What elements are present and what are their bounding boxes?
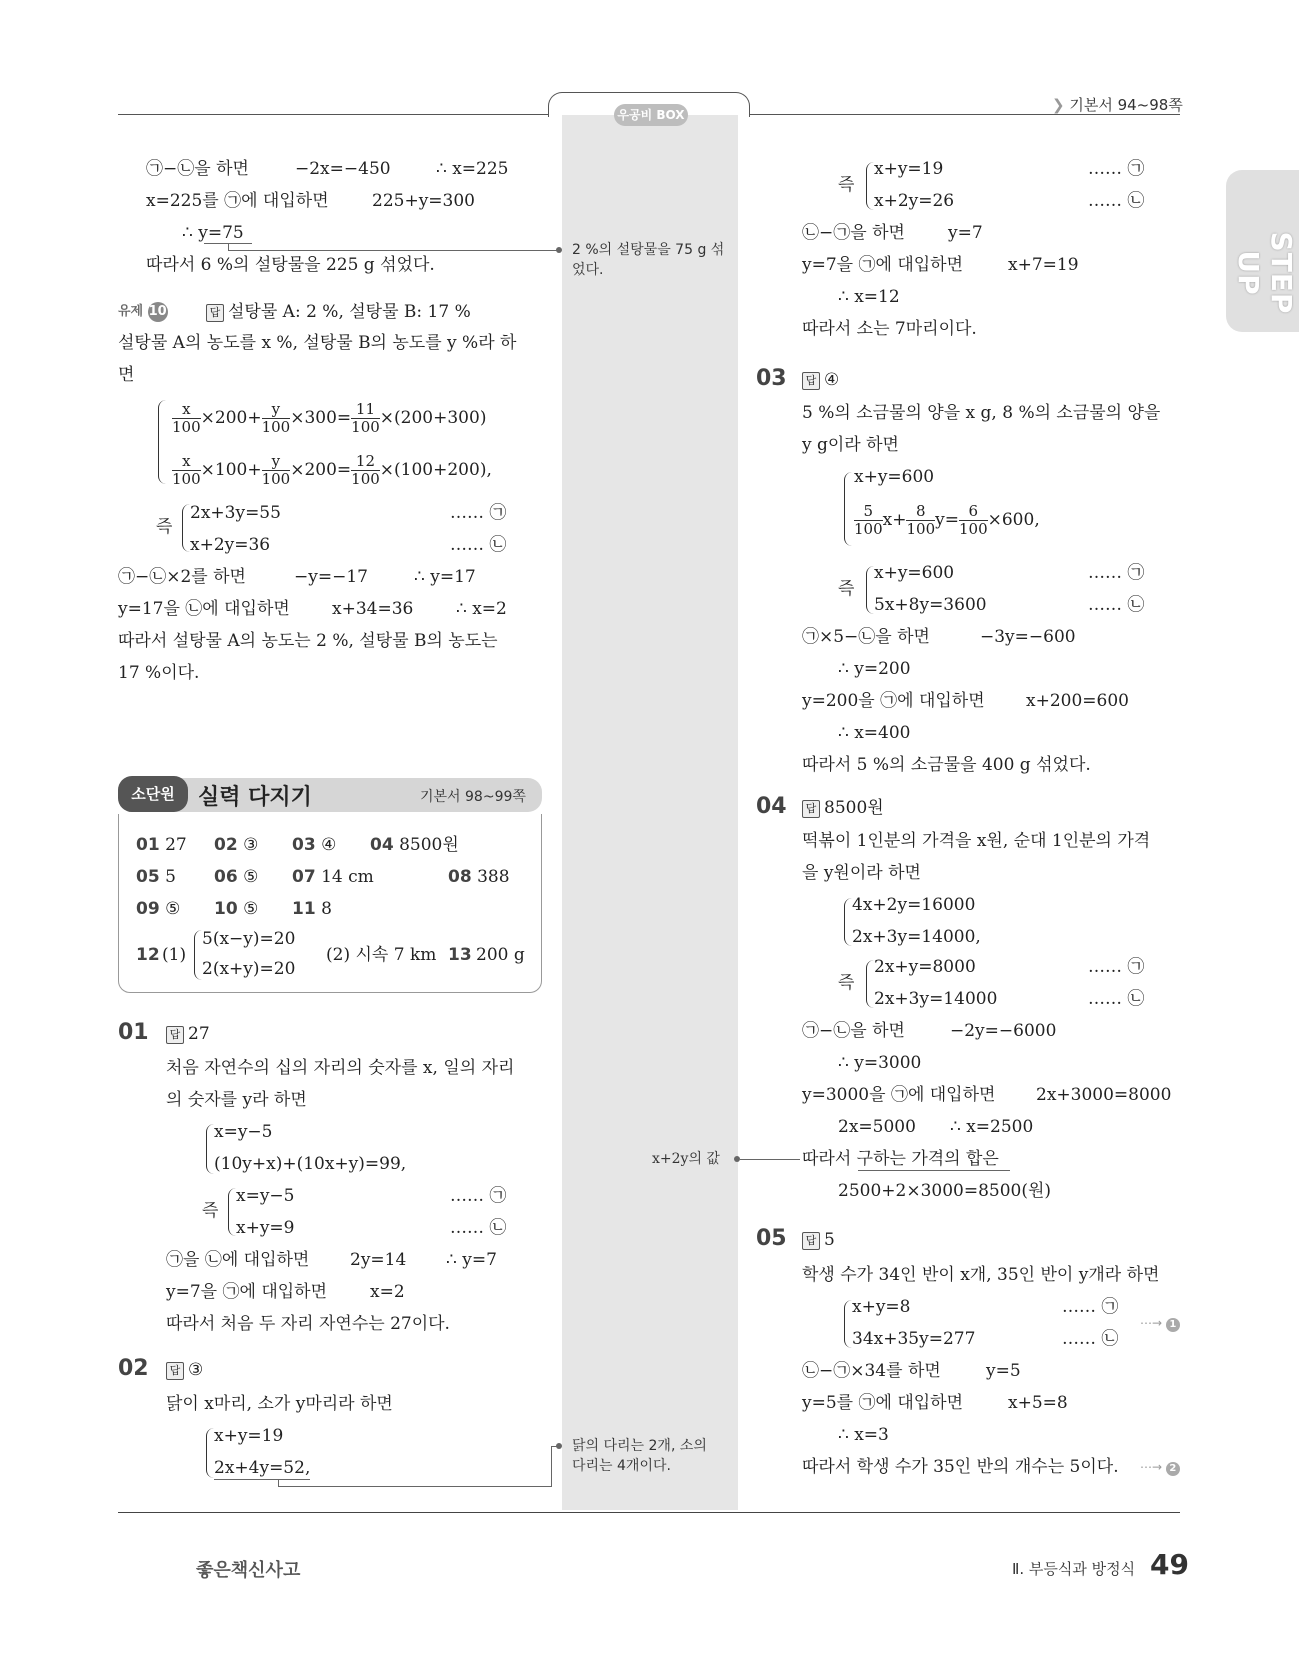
p03-s2m: …… ㉡ xyxy=(1088,595,1145,615)
answer-10: 10 ⑤ xyxy=(214,899,259,919)
note-dot-icon xyxy=(556,247,562,253)
rt-s2: x+2y=26 xyxy=(874,191,955,211)
ex10-eq2: $\frac{x}{100}$ ×100+ $\frac{y}{100}$ ×200= $\frac{12}{100}$ ×(100+200), xyxy=(172,452,492,488)
frac: $\frac{8}{100}$ xyxy=(906,502,936,538)
p04-r4b: ∴ x=2500 xyxy=(950,1117,1034,1137)
p03-e1: x+y=600 xyxy=(854,467,935,487)
ex10-system-brace xyxy=(158,400,166,484)
p03-e2: $\frac{5}{100}$ x+ $\frac{8}{100}$ y= $\frac{6}{100}$ ×600, xyxy=(854,502,1040,538)
rt-r2b: x+7=19 xyxy=(1008,255,1079,275)
note-dot-icon xyxy=(556,1443,562,1449)
p03-number: 03 xyxy=(756,366,787,391)
rt-r3: ∴ x=12 xyxy=(838,287,900,307)
answer-12-num: 12 xyxy=(136,945,160,965)
ex10-r3: 따라서 설탕물 A의 농도는 2 %, 설탕물 B의 농도는 xyxy=(118,631,498,651)
p04-s2m: …… ㉡ xyxy=(1088,989,1145,1009)
p03-r2: ∴ y=200 xyxy=(838,659,911,679)
p01-r1a: ㉠을 ㉡에 대입하면 xyxy=(166,1250,310,1270)
connector-p02-h xyxy=(278,1486,552,1487)
step-circle-2: 2 xyxy=(1166,1462,1180,1476)
p05-r1b: y=5 xyxy=(986,1361,1021,1381)
ex10-sys2-brace xyxy=(182,504,190,552)
p04-sys2-brace xyxy=(866,960,874,1008)
p02-e2: 2x+4y=52, xyxy=(214,1458,311,1478)
ex10-s2m: …… ㉡ xyxy=(450,535,507,555)
p01-s2: x+y=9 xyxy=(236,1218,295,1238)
ex10-r2c: ∴ x=2 xyxy=(456,599,507,619)
example-number: 10 xyxy=(148,302,168,322)
footer-rule xyxy=(118,1512,1180,1513)
answer-05: 05 5 xyxy=(136,867,176,887)
p04-s2: 2x+3y=14000 xyxy=(874,989,998,1009)
note-legs-line1: 닭의 다리는 2개, 소의 xyxy=(572,1438,707,1454)
p05-e1: x+y=8 xyxy=(852,1297,911,1317)
p01-t2: 의 숫자를 y라 하면 xyxy=(166,1090,307,1110)
p04-e1: 4x+2y=16000 xyxy=(852,895,976,915)
footer-chapter: Ⅱ. 부등식과 방정식 xyxy=(1012,1560,1136,1578)
p04-t1: 떡볶이 1인분의 가격을 x원, 순대 1인분의 가격 xyxy=(802,831,1151,851)
answer-icon: 답 xyxy=(166,1362,184,1380)
p01-brace xyxy=(206,1124,214,1174)
p03-r5: 따라서 5 %의 소금물을 400 g 섞었다. xyxy=(802,755,1091,775)
step-up-label: STEP UP xyxy=(1232,231,1298,315)
p04-e2: 2x+3y=14000, xyxy=(852,927,981,947)
p03-brace xyxy=(844,472,852,546)
p04-answer: 답 8500원 xyxy=(802,797,884,819)
p04-r1b: −2y=−6000 xyxy=(950,1021,1057,1041)
note-x2y: x+2y의 값 xyxy=(652,1151,720,1167)
chevron-right-icon: ❯ xyxy=(1052,96,1065,114)
p02-answer: 답 ③ xyxy=(166,1359,203,1381)
p02-number: 02 xyxy=(118,1356,149,1381)
answer-icon: 답 xyxy=(802,800,820,818)
p03-s1: x+y=600 xyxy=(874,563,955,583)
p01-answer: 답 27 xyxy=(166,1023,210,1045)
p01-r2b: x=2 xyxy=(370,1282,405,1302)
p05-r4: 따라서 학생 수가 35인 반의 개수는 5이다. xyxy=(802,1457,1119,1477)
answer-07: 07 14 cm xyxy=(292,867,374,887)
answer-icon: 답 xyxy=(166,1026,184,1044)
p04-r3b: 2x+3000=8000 xyxy=(1036,1085,1172,1105)
example-tag xyxy=(118,300,168,322)
ex10-p1: 설탕물 A의 농도를 x %, 설탕물 B의 농도를 y %라 하 xyxy=(118,333,517,353)
answer-03: 03 ④ xyxy=(292,835,337,855)
example-tag-label: 유제 xyxy=(118,304,144,319)
note-2pct-line1: 2 %의 설탕물을 75 g 섞 xyxy=(572,242,725,258)
p05-r2a: y=5를 ㉠에 대입하면 xyxy=(802,1393,964,1413)
p03-t2: y g이라 하면 xyxy=(802,435,899,455)
ex10-p2: 면 xyxy=(118,365,135,385)
p03-jeuk: 즉 xyxy=(838,579,855,599)
p04-s1: 2x+y=8000 xyxy=(874,957,976,977)
ex10-s2: x+2y=36 xyxy=(190,535,271,555)
ex10-answer-text: 설탕물 A: 2 %, 설탕물 B: 17 % xyxy=(228,302,471,322)
left-l3: ∴ y=75 xyxy=(182,223,244,243)
p03-s2: 5x+8y=3600 xyxy=(874,595,987,615)
section-badge: 소단원 xyxy=(118,776,188,812)
box-label: 우공비 BOX xyxy=(614,104,688,126)
p05-r3: ∴ x=3 xyxy=(838,1425,889,1445)
left-l1b: −2x=−450 xyxy=(295,159,391,179)
ex10-eq1: $\frac{x}{100}$ ×200+ $\frac{y}{100}$ ×300= $\frac{11}{100}$ ×(200+300) xyxy=(172,400,487,436)
p05-e1m: …… ㉠ xyxy=(1062,1297,1119,1317)
p05-e2m: …… ㉡ xyxy=(1062,1329,1119,1349)
answer-09: 09 ⑤ xyxy=(136,899,181,919)
p01-r3: 따라서 처음 두 자리 자연수는 27이다. xyxy=(166,1314,450,1334)
p01-sys2-brace xyxy=(228,1188,236,1236)
frac: $\frac{12}{100}$ xyxy=(351,452,380,488)
rt-r2a: y=7을 ㉠에 대입하면 xyxy=(802,255,964,275)
p05-number: 05 xyxy=(756,1226,787,1251)
note-legs-line2: 다리는 4개이다. xyxy=(572,1458,671,1474)
p01-e1: x=y−5 xyxy=(214,1122,273,1142)
frac: $\frac{11}{100}$ xyxy=(351,400,380,436)
note-2pct-line2: 었다. xyxy=(572,262,604,278)
p04-r4a: 2x=5000 xyxy=(838,1117,916,1137)
p03-s1m: …… ㉠ xyxy=(1088,563,1145,583)
step-circle-1: 1 xyxy=(1166,1318,1180,1332)
rt-brace xyxy=(866,162,874,210)
frac: $\frac{y}{100}$ xyxy=(261,400,291,436)
frac: $\frac{5}{100}$ xyxy=(854,502,883,538)
p04-brace xyxy=(844,898,852,946)
answer-12-brace xyxy=(194,930,202,980)
connector-p02-v2 xyxy=(551,1446,552,1487)
rt-jeuk: 즉 xyxy=(838,175,855,195)
frac: $\frac{x}{100}$ xyxy=(172,452,201,488)
page-number: 49 xyxy=(1150,1548,1189,1581)
left-l4: 따라서 6 %의 설탕물을 225 g 섞었다. xyxy=(146,255,435,275)
left-l1a: ㉠−㉡을 하면 xyxy=(146,159,249,179)
answer-11: 11 8 xyxy=(292,899,332,919)
answer-02: 02 ③ xyxy=(214,835,259,855)
ex10-r2a: y=17을 ㉡에 대입하면 xyxy=(118,599,290,619)
answer-08: 08 388 xyxy=(448,867,510,887)
ex10-r1b: −y=−17 xyxy=(294,567,368,587)
section-ref: 기본서 98~99쪽 xyxy=(420,789,526,805)
answer-icon: 답 xyxy=(802,1232,820,1250)
p04-r6: 2500+2×3000=8500(원) xyxy=(838,1181,1052,1201)
p05-answer: 답 5 xyxy=(802,1229,835,1251)
left-l2b: 225+y=300 xyxy=(372,191,475,211)
note-legs xyxy=(572,1436,707,1476)
rt-r1b: y=7 xyxy=(948,223,983,243)
p03-r3b: x+200=600 xyxy=(1026,691,1129,711)
arrow-right-icon: ⋯→ xyxy=(1140,1460,1163,1474)
frac: $\frac{y}{100}$ xyxy=(261,452,291,488)
p01-e2: (10y+x)+(10x+y)=99, xyxy=(214,1154,407,1174)
ex10-s1: 2x+3y=55 xyxy=(190,503,281,523)
answer-12-p1: (1) xyxy=(162,945,187,965)
note-dot-icon xyxy=(734,1156,740,1162)
section-title: 실력 다지기 xyxy=(198,785,312,810)
ex10-r2b: x+34=36 xyxy=(332,599,414,619)
frac: $\frac{6}{100}$ xyxy=(958,502,988,538)
step-marker-1 xyxy=(1140,1316,1180,1332)
p03-t1: 5 %의 소금물의 양을 x g, 8 %의 소금물의 양을 xyxy=(802,403,1161,423)
ex10-s1m: …… ㉠ xyxy=(450,503,507,523)
p01-jeuk: 즉 xyxy=(202,1201,219,1221)
header-ref-text: 기본서 94~98쪽 xyxy=(1069,96,1183,114)
answer-06: 06 ⑤ xyxy=(214,867,259,887)
p04-number: 04 xyxy=(756,794,787,819)
rt-s1m: …… ㉠ xyxy=(1088,159,1145,179)
ex10-jeuk: 즉 xyxy=(156,517,173,537)
p02-t1: 닭이 x마리, 소가 y마리라 하면 xyxy=(166,1394,393,1414)
answer-01: 01 27 xyxy=(136,835,187,855)
rt-s1: x+y=19 xyxy=(874,159,944,179)
left-l2a: x=225를 ㉠에 대입하면 xyxy=(146,191,329,211)
p04-r3a: y=3000을 ㉠에 대입하면 xyxy=(802,1085,996,1105)
p05-r1a: ㉡−㉠×34를 하면 xyxy=(802,1361,941,1381)
p03-r1b: −3y=−600 xyxy=(980,627,1076,647)
p04-r1a: ㉠−㉡을 하면 xyxy=(802,1021,905,1041)
answer-04: 04 8500원 xyxy=(370,835,459,855)
p03-answer: 답 ④ xyxy=(802,369,839,391)
center-gray-column xyxy=(562,115,738,1510)
answer-12-p2: (2) 시속 7 km xyxy=(326,945,437,965)
header-rule-left xyxy=(118,114,548,115)
p05-brace xyxy=(844,1300,852,1348)
answer-12-e2: 2(x+y)=20 xyxy=(202,959,296,979)
p03-r1a: ㉠×5−㉡을 하면 xyxy=(802,627,930,647)
p02-brace xyxy=(206,1428,214,1478)
answer-12-e1: 5(x−y)=20 xyxy=(202,929,296,949)
p01-t1: 처음 자연수의 십의 자리의 숫자를 x, 일의 자리 xyxy=(166,1058,515,1078)
p04-r2: ∴ y=3000 xyxy=(838,1053,922,1073)
p05-t1: 학생 수가 34인 반이 x개, 35인 반이 y개라 하면 xyxy=(802,1265,1160,1285)
p01-r1b: 2y=14 xyxy=(350,1250,407,1270)
connector-y75-h xyxy=(228,250,560,251)
step-marker-2 xyxy=(1140,1460,1180,1476)
answer-icon: 답 xyxy=(802,372,820,390)
ex10-r4: 17 %이다. xyxy=(118,663,200,683)
p05-r2b: x+5=8 xyxy=(1008,1393,1068,1413)
p04-r5: 따라서 구하는 가격의 합은 xyxy=(802,1149,999,1169)
connector-p04 xyxy=(740,1159,800,1160)
rt-s2m: …… ㉡ xyxy=(1088,191,1145,211)
p03-sys2-brace xyxy=(866,566,874,614)
p05-e2: 34x+35y=277 xyxy=(852,1329,976,1349)
p03-r3a: y=200을 ㉠에 대입하면 xyxy=(802,691,985,711)
p04-t2: 을 y원이라 하면 xyxy=(802,863,921,883)
footer-publisher: 좋은책신사고 xyxy=(196,1560,301,1581)
p04-jeuk: 즉 xyxy=(838,973,855,993)
ex10-answer xyxy=(206,301,471,323)
note-2pct xyxy=(572,240,724,280)
ex10-r1a: ㉠−㉡×2를 하면 xyxy=(118,567,246,587)
p01-number: 01 xyxy=(118,1020,149,1045)
frac: $\frac{x}{100}$ xyxy=(172,400,201,436)
p01-s2m: …… ㉡ xyxy=(450,1218,507,1238)
p01-r2a: y=7을 ㉠에 대입하면 xyxy=(166,1282,328,1302)
rt-r1a: ㉡−㉠을 하면 xyxy=(802,223,905,243)
p01-s1m: …… ㉠ xyxy=(450,1186,507,1206)
header-reference xyxy=(1052,94,1183,115)
p03-r4: ∴ x=400 xyxy=(838,723,911,743)
p01-r1c: ∴ y=7 xyxy=(446,1250,497,1270)
answer-13-num: 13 xyxy=(448,945,472,965)
answer-icon: 답 xyxy=(206,304,224,322)
arrow-right-icon: ⋯→ xyxy=(1140,1316,1163,1330)
p04-s1m: …… ㉠ xyxy=(1088,957,1145,977)
p01-s1: x=y−5 xyxy=(236,1186,295,1206)
underline-p02 xyxy=(214,1479,310,1480)
ex10-r1c: ∴ y=17 xyxy=(414,567,476,587)
left-l1c: ∴ x=225 xyxy=(436,159,509,179)
underline-p04 xyxy=(858,1170,1010,1171)
rt-r4: 따라서 소는 7마리이다. xyxy=(802,319,977,339)
answer-13-val: 200 g xyxy=(476,945,525,965)
p02-e1: x+y=19 xyxy=(214,1426,284,1446)
